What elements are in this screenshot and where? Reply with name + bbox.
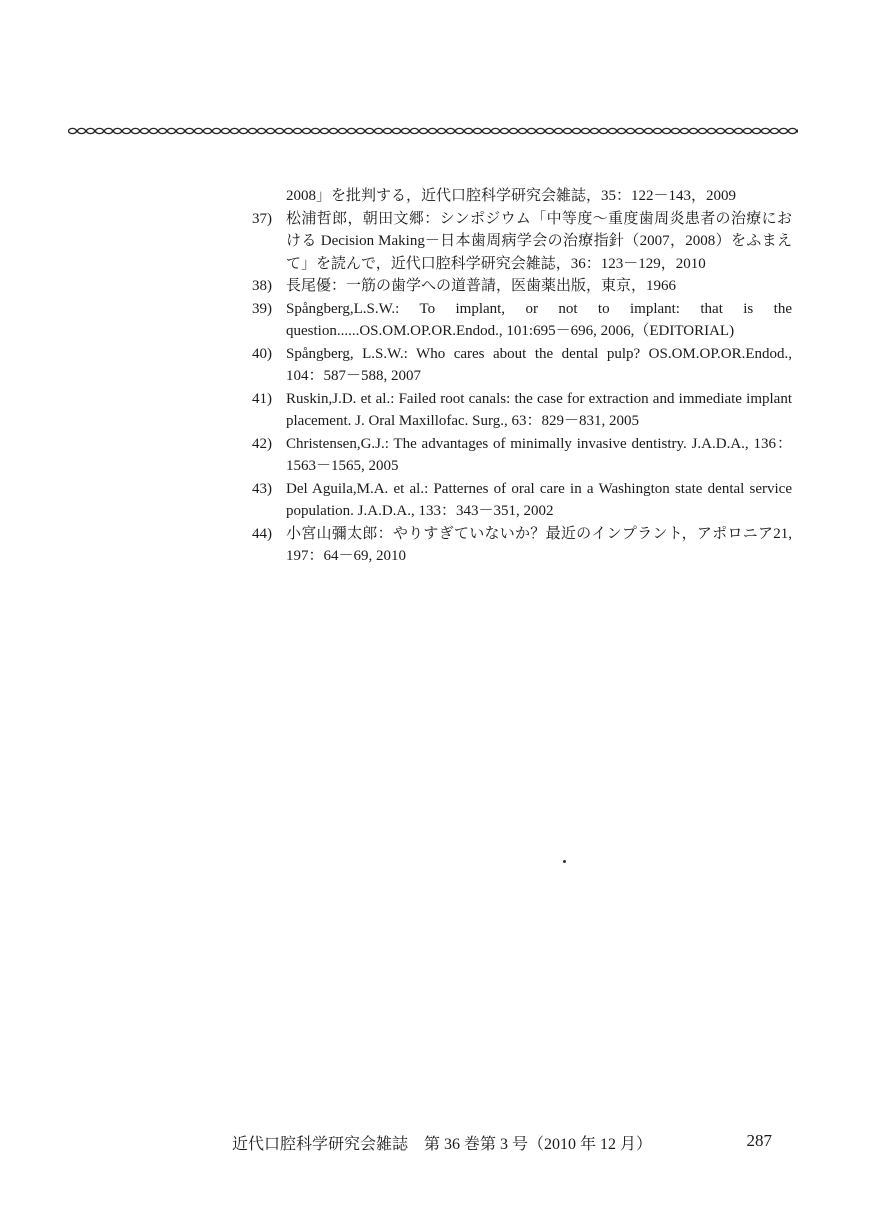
reference-text: Spångberg,L.S.W.: To implant, or not to implant: that is the question......OS.OM.OP.OR.Endod., 101:695－696, 2006,（EDITORIAL): [286, 300, 792, 339]
reference-item: [252, 298, 792, 343]
reference-continuation: 2008」を批判する，近代口腔科学研究会雑誌，35：122－143，2009: [286, 188, 737, 204]
reference-number: 43): [252, 480, 272, 497]
reference-number: 44): [252, 525, 272, 542]
chain-border-icon: [68, 124, 798, 138]
reference-item: [252, 208, 792, 276]
decorative-border: [68, 124, 798, 138]
reference-text: Del Aguila,M.A. et al.: Patternes of oral care in a Washington state dental service population. J.A.D.A., 133：343－351, 2002: [286, 480, 792, 519]
reference-text: 松浦哲郎，朝田文郷：シンポジウム「中等度～重度歯周炎患者の治療における Decision Making－日本歯周病学会の治療指針（2007，2008）をふまえて」を読んで，近代口腔科学研究会雑誌，36：123－129，2010: [286, 210, 792, 272]
page-number: 287: [746, 1131, 772, 1150]
reference-number: 37): [252, 210, 272, 227]
reference-text: Spångberg, L.S.W.: Who cares about the dental pulp? OS.OM.OP.OR.Endod., 104：587－588, 2007: [286, 345, 792, 384]
reference-number: 42): [252, 435, 272, 452]
reference-item: [252, 478, 792, 523]
reference-text: 長尾優：一筋の歯学への道普請，医歯薬出版，東京，1966: [286, 278, 677, 294]
reference-number: 40): [252, 345, 272, 362]
reference-list: [252, 185, 792, 568]
reference-item: [252, 523, 792, 568]
reference-number: 39): [252, 300, 272, 317]
reference-text: 小宮山彌太郎：やりすぎていないか？最近のインプラント，アポロニア21, 197：64－69, 2010: [286, 525, 792, 564]
reference-item: [252, 275, 792, 298]
reference-text: Ruskin,J.D. et al.: Failed root canals: the case for extraction and immediate implant placement. J. Oral Maxillofac. Surg., 63：829－831, 2005: [286, 390, 792, 429]
print-speck: [563, 860, 566, 863]
reference-number: 41): [252, 390, 272, 407]
reference-item: [252, 343, 792, 388]
reference-number: 38): [252, 278, 272, 294]
reference-item: [252, 433, 792, 478]
reference-text: Christensen,G.J.: The advantages of minimally invasive dentistry. J.A.D.A., 136：1563－1565, 2005: [286, 435, 792, 474]
reference-item: [252, 388, 792, 433]
journal-issue-info: 近代口腔科学研究会雑誌 第 36 巻第 3 号（2010 年 12 月）: [232, 1136, 653, 1153]
